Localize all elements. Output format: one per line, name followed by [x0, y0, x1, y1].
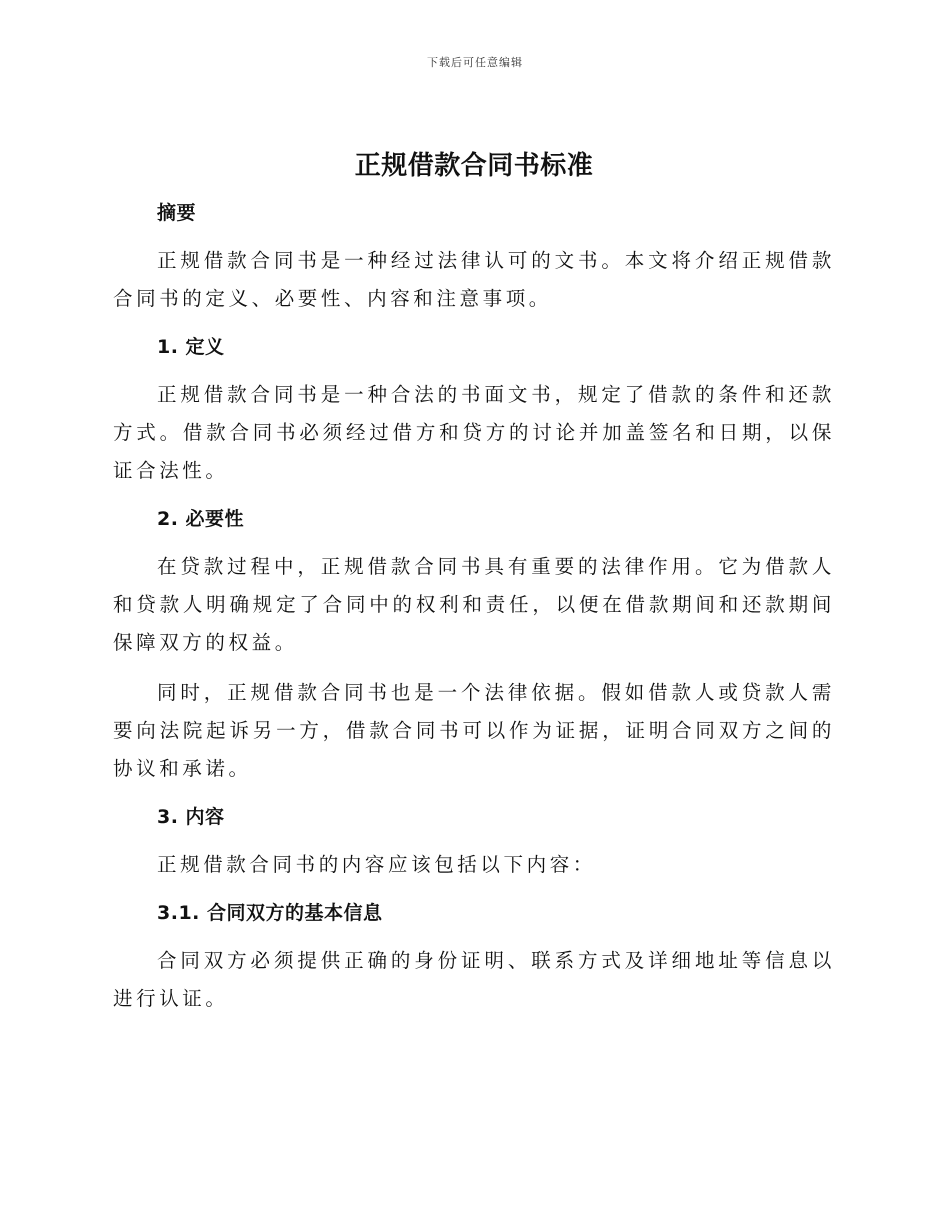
document-title: 正规借款合同书标准 — [354, 151, 594, 181]
paragraph-definition: 正规借款合同书是一种合法的书面文书，规定了借款的条件和还款方式。借款合同书必须经过借方和贷方的讨论并加盖签名和日期，以保证合法性。 — [113, 383, 835, 482]
section-heading-summary: 摘要 — [157, 202, 197, 224]
paragraph-content-intro: 正规借款合同书的内容应该包括以下内容： — [157, 853, 596, 876]
header-note: 下载后可任意编辑 — [427, 56, 523, 69]
paragraph-parties-info: 合同双方必须提供正确的身份证明、联系方式及详细地址等信息以进行认证。 — [113, 949, 835, 1010]
section-heading-content: 3. 内容 — [157, 806, 225, 828]
subsection-heading-parties-info: 3.1. 合同双方的基本信息 — [157, 902, 383, 924]
paragraph-necessity-1: 在贷款过程中，正规借款合同书具有重要的法律作用。它为借款人和贷款人明确规定了合同中的权利和责任，以便在借款期间和还款期间保障双方的权益。 — [113, 555, 835, 654]
paragraph-necessity-2: 同时，正规借款合同书也是一个法律依据。假如借款人或贷款人需要向法院起诉另一方，借款合同书可以作为证据，证明合同双方之间的协议和承诺。 — [113, 681, 835, 780]
section-heading-necessity: 2. 必要性 — [157, 508, 245, 530]
paragraph-summary: 正规借款合同书是一种经过法律认可的文书。本文将介绍正规借款合同书的定义、必要性、内容和注意事项。 — [113, 249, 835, 310]
document-body — [113, 146, 835, 1030]
section-heading-definition: 1. 定义 — [157, 336, 225, 358]
